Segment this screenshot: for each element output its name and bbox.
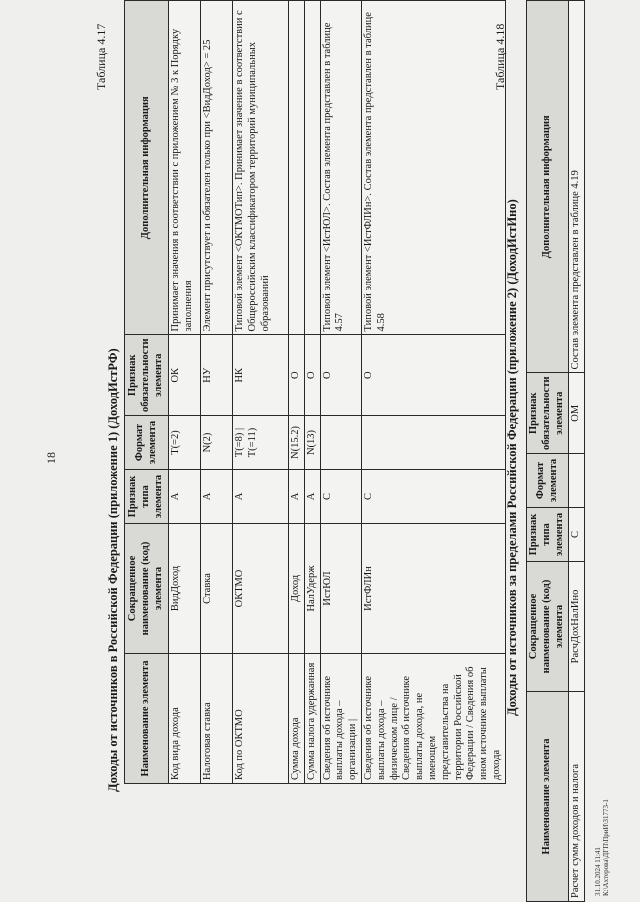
header-cell: Наименование элемента	[125, 654, 169, 784]
table-4-18	[526, 0, 585, 902]
header-cell: Признак типа элемента	[125, 470, 169, 524]
header-cell: Формат элемента	[527, 454, 569, 508]
cell-type: С	[569, 508, 585, 562]
cell-name: Сведения об источнике выплаты дохода – организации |	[320, 654, 361, 784]
cell-code: ОКТМО	[233, 524, 289, 654]
table-header-row	[125, 1, 169, 784]
cell-name: Код вида дохода	[169, 654, 201, 784]
table-number-4-18: Таблица 4.18	[493, 23, 507, 90]
cell-info	[304, 1, 320, 335]
table-row	[169, 1, 201, 784]
table-row	[361, 1, 505, 784]
cell-code: ИстЮЛ	[320, 524, 361, 654]
cell-format: N(2)	[201, 416, 233, 470]
cell-info: Элемент присутствует и обязателен только при <ВидДоход> = 25	[201, 1, 233, 335]
header-cell: Признак типа элемента	[527, 508, 569, 562]
cell-code: Ставка	[201, 524, 233, 654]
cell-name: Сведения об источнике выплаты дохода – физическом лице / Сведения об источнике выплаты дохода, не имеющем представительства на территории Российской Федерации / Сведения об ином источнике выплаты дохода	[361, 654, 505, 784]
cell-format: N(15.2)	[289, 416, 305, 470]
cell-required: ОМ	[569, 373, 585, 454]
table-row	[201, 1, 233, 784]
cell-type: А	[233, 470, 289, 524]
cell-type: А	[304, 470, 320, 524]
footer-note	[594, 799, 610, 896]
cell-format	[361, 416, 505, 470]
table-row	[289, 1, 305, 784]
header-cell: Наименование элемента	[527, 692, 569, 902]
cell-format: N(13)	[304, 416, 320, 470]
cell-code: Доход	[289, 524, 305, 654]
cell-required: О	[289, 335, 305, 416]
cell-required: О	[320, 335, 361, 416]
cell-name: Сумма дохода	[289, 654, 305, 784]
header-cell: Дополнительная информация	[527, 1, 569, 373]
header-cell: Признак обязательности элемента	[125, 335, 169, 416]
cell-name: Налоговая ставка	[201, 654, 233, 784]
table-title-4-18: Доходы от источников за пределами Российской Федерации (приложение 2) (ДоходИстИно)	[505, 199, 519, 716]
cell-required: НК	[233, 335, 289, 416]
cell-format: T(=8) | T(=11)	[233, 416, 289, 470]
header-cell: Сокращенное наименование (код) элемента	[125, 524, 169, 654]
table-row	[320, 1, 361, 784]
cell-required: НУ	[201, 335, 233, 416]
cell-code: РасчДохНалИно	[569, 562, 585, 692]
table-row	[304, 1, 320, 784]
cell-type: А	[169, 470, 201, 524]
table-number-4-17: Таблица 4.17	[94, 23, 108, 90]
header-cell: Дополнительная информация	[125, 1, 169, 335]
cell-required: ОК	[169, 335, 201, 416]
table-row	[569, 1, 585, 902]
footer-line-2: К:\Ахтерова\ДГП\ПриИ\З1773-1	[602, 799, 611, 896]
table-4-17	[124, 0, 506, 784]
cell-info	[289, 1, 305, 335]
cell-info: Принимает значения в соответствии с приложением № 3 к Порядку заполнения	[169, 1, 201, 335]
cell-info: Типовой элемент <ИстФЛИн>. Состав элемента представлен в таблице 4.58	[361, 1, 505, 335]
cell-format: T(=2)	[169, 416, 201, 470]
cell-info: Типовой элемент <ИстЮЛ>. Состав элемента представлен в таблице 4.57	[320, 1, 361, 335]
footer-line-1: 31.10.2024 11:41	[594, 847, 602, 896]
cell-name: Сумма налога удержанная	[304, 654, 320, 784]
cell-type: А	[289, 470, 305, 524]
cell-type: А	[201, 470, 233, 524]
cell-code: ИстФЛИн	[361, 524, 505, 654]
table-title-4-17: Доходы от источников в Российской Федерации (приложение 1) (ДоходИстРФ)	[106, 348, 120, 792]
cell-required: О	[304, 335, 320, 416]
header-cell: Признак обязательности элемента	[527, 373, 569, 454]
cell-info: Состав элемента представлен в таблице 4.19	[569, 1, 585, 373]
cell-type: С	[320, 470, 361, 524]
table-header-row	[527, 1, 569, 902]
cell-required: О	[361, 335, 505, 416]
cell-name: Код по ОКТМО	[233, 654, 289, 784]
cell-name: Расчет сумм доходов и налога	[569, 692, 585, 902]
cell-type: С	[361, 470, 505, 524]
page-number: 18	[44, 452, 58, 464]
table-row	[233, 1, 289, 784]
cell-code: НалУдерж	[304, 524, 320, 654]
header-cell: Сокращенное наименование (код) элемента	[527, 562, 569, 692]
header-cell: Формат элемента	[125, 416, 169, 470]
cell-format	[569, 454, 585, 508]
cell-info: Типовой элемент <ОКТМОТип>. Принимает значение в соответствии с Общероссийским классификатором территорий муниципальных образований	[233, 1, 289, 335]
cell-format	[320, 416, 361, 470]
cell-code: ВидДоход	[169, 524, 201, 654]
